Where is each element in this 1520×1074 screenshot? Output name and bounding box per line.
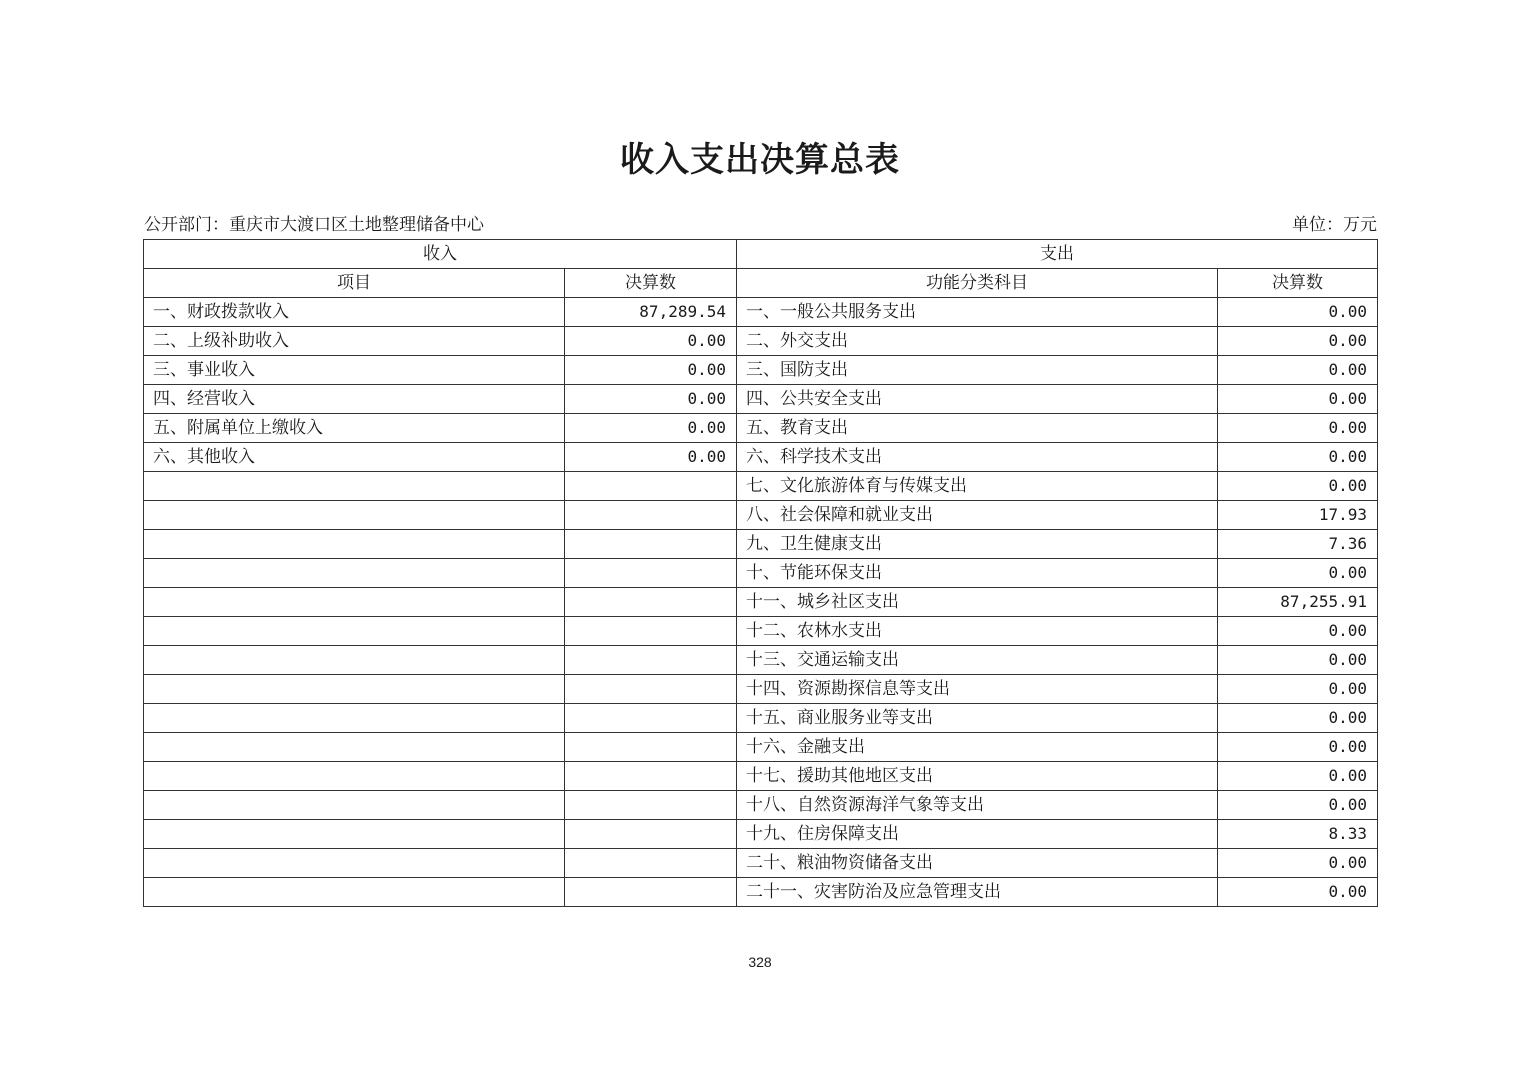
income-amount-cell	[565, 733, 737, 762]
income-item-cell	[144, 617, 565, 646]
table-row	[144, 356, 1378, 385]
page-number: 328	[748, 954, 772, 970]
income-amount-cell: 0.00	[565, 356, 737, 385]
income-item-cell: 二、上级补助收入	[144, 327, 565, 356]
expense-amount-cell: 0.00	[1218, 675, 1378, 704]
income-item-cell	[144, 501, 565, 530]
income-amount-cell: 0.00	[565, 414, 737, 443]
table-row	[144, 849, 1378, 878]
income-item-cell	[144, 646, 565, 675]
department-label: 公开部门：重庆市大渡口区土地整理储备中心	[144, 215, 484, 235]
table-row	[144, 617, 1378, 646]
expense-amount-cell: 0.00	[1218, 762, 1378, 791]
income-item-cell	[144, 530, 565, 559]
table-row	[144, 414, 1378, 443]
income-item-cell	[144, 704, 565, 733]
expense-amount-cell: 0.00	[1218, 791, 1378, 820]
expense-item-cell: 十七、援助其他地区支出	[737, 762, 1218, 791]
expense-amount-header: 决算数	[1218, 269, 1378, 298]
income-amount-cell	[565, 820, 737, 849]
table-row	[144, 559, 1378, 588]
income-amount-cell	[565, 849, 737, 878]
expense-item-cell: 二、外交支出	[737, 327, 1218, 356]
income-item-cell	[144, 733, 565, 762]
expense-item-cell: 十、节能环保支出	[737, 559, 1218, 588]
expense-item-cell: 四、公共安全支出	[737, 385, 1218, 414]
table-row	[144, 704, 1378, 733]
expense-item-cell: 十二、农林水支出	[737, 617, 1218, 646]
income-amount-cell	[565, 530, 737, 559]
expense-item-cell: 十八、自然资源海洋气象等支出	[737, 791, 1218, 820]
income-item-cell	[144, 820, 565, 849]
income-item-cell: 一、财政拨款收入	[144, 298, 565, 327]
table-row	[144, 820, 1378, 849]
expense-item-cell: 六、科学技术支出	[737, 443, 1218, 472]
unit-label: 单位：万元	[1292, 215, 1377, 235]
expense-item-cell: 十四、资源勘探信息等支出	[737, 675, 1218, 704]
income-item-cell	[144, 588, 565, 617]
income-amount-cell	[565, 617, 737, 646]
expense-amount-cell: 0.00	[1218, 327, 1378, 356]
income-group-header: 收入	[144, 240, 737, 269]
table-row	[144, 327, 1378, 356]
table-row	[144, 878, 1378, 907]
expense-amount-cell: 8.33	[1218, 820, 1378, 849]
table-row	[144, 762, 1378, 791]
table-row	[144, 385, 1378, 414]
expense-item-cell: 二十、粮油物资储备支出	[737, 849, 1218, 878]
income-amount-cell	[565, 878, 737, 907]
income-amount-header: 决算数	[565, 269, 737, 298]
expense-item-cell: 八、社会保障和就业支出	[737, 501, 1218, 530]
income-item-cell: 五、附属单位上缴收入	[144, 414, 565, 443]
table-row	[144, 675, 1378, 704]
income-amount-cell	[565, 588, 737, 617]
expense-item-cell: 十六、金融支出	[737, 733, 1218, 762]
income-amount-cell	[565, 791, 737, 820]
table-row	[144, 646, 1378, 675]
income-amount-cell	[565, 762, 737, 791]
table-row	[144, 501, 1378, 530]
income-amount-cell	[565, 675, 737, 704]
expense-item-cell: 五、教育支出	[737, 414, 1218, 443]
income-item-cell	[144, 791, 565, 820]
income-item-cell	[144, 472, 565, 501]
income-amount-cell	[565, 472, 737, 501]
income-item-cell: 三、事业收入	[144, 356, 565, 385]
income-amount-cell: 0.00	[565, 443, 737, 472]
expense-amount-cell: 0.00	[1218, 617, 1378, 646]
expense-amount-cell: 0.00	[1218, 385, 1378, 414]
income-item-cell	[144, 762, 565, 791]
table-row	[144, 588, 1378, 617]
table-row	[144, 298, 1378, 327]
page-title: 收入支出决算总表	[620, 140, 900, 180]
expense-amount-cell: 0.00	[1218, 733, 1378, 762]
expense-item-cell: 七、文化旅游体育与传媒支出	[737, 472, 1218, 501]
expense-amount-cell: 0.00	[1218, 298, 1378, 327]
expense-amount-cell: 0.00	[1218, 356, 1378, 385]
expense-item-cell: 九、卫生健康支出	[737, 530, 1218, 559]
expense-item-cell: 二十一、灾害防治及应急管理支出	[737, 878, 1218, 907]
table-row	[144, 791, 1378, 820]
expense-amount-cell: 0.00	[1218, 443, 1378, 472]
income-amount-cell: 87,289.54	[565, 298, 737, 327]
income-expense-table	[143, 239, 1378, 907]
table-row	[144, 733, 1378, 762]
expense-item-cell: 十九、住房保障支出	[737, 820, 1218, 849]
header-row-groups	[144, 240, 1378, 269]
income-amount-cell: 0.00	[565, 327, 737, 356]
income-amount-cell	[565, 704, 737, 733]
expense-amount-cell: 0.00	[1218, 472, 1378, 501]
income-amount-cell: 0.00	[565, 385, 737, 414]
expense-category-header: 功能分类科目	[737, 269, 1218, 298]
table-row	[144, 443, 1378, 472]
expense-group-header: 支出	[737, 240, 1378, 269]
income-item-cell	[144, 878, 565, 907]
income-amount-cell	[565, 646, 737, 675]
income-item-cell	[144, 559, 565, 588]
table-row	[144, 530, 1378, 559]
expense-item-cell: 十五、商业服务业等支出	[737, 704, 1218, 733]
expense-item-cell: 一、一般公共服务支出	[737, 298, 1218, 327]
income-amount-cell	[565, 559, 737, 588]
income-item-cell	[144, 849, 565, 878]
expense-amount-cell: 87,255.91	[1218, 588, 1378, 617]
report-meta	[144, 212, 1377, 238]
expense-amount-cell: 0.00	[1218, 704, 1378, 733]
income-item-cell: 四、经营收入	[144, 385, 565, 414]
income-item-cell: 六、其他收入	[144, 443, 565, 472]
table-body	[144, 298, 1378, 907]
table-row	[144, 472, 1378, 501]
expense-amount-cell: 0.00	[1218, 414, 1378, 443]
income-item-cell	[144, 675, 565, 704]
expense-amount-cell: 0.00	[1218, 878, 1378, 907]
expense-amount-cell: 17.93	[1218, 501, 1378, 530]
expense-item-cell: 三、国防支出	[737, 356, 1218, 385]
expense-item-cell: 十三、交通运输支出	[737, 646, 1218, 675]
header-row-columns	[144, 269, 1378, 298]
income-item-header: 项目	[144, 269, 565, 298]
expense-amount-cell: 0.00	[1218, 559, 1378, 588]
expense-amount-cell: 0.00	[1218, 849, 1378, 878]
expense-amount-cell: 0.00	[1218, 646, 1378, 675]
expense-item-cell: 十一、城乡社区支出	[737, 588, 1218, 617]
expense-amount-cell: 7.36	[1218, 530, 1378, 559]
income-amount-cell	[565, 501, 737, 530]
